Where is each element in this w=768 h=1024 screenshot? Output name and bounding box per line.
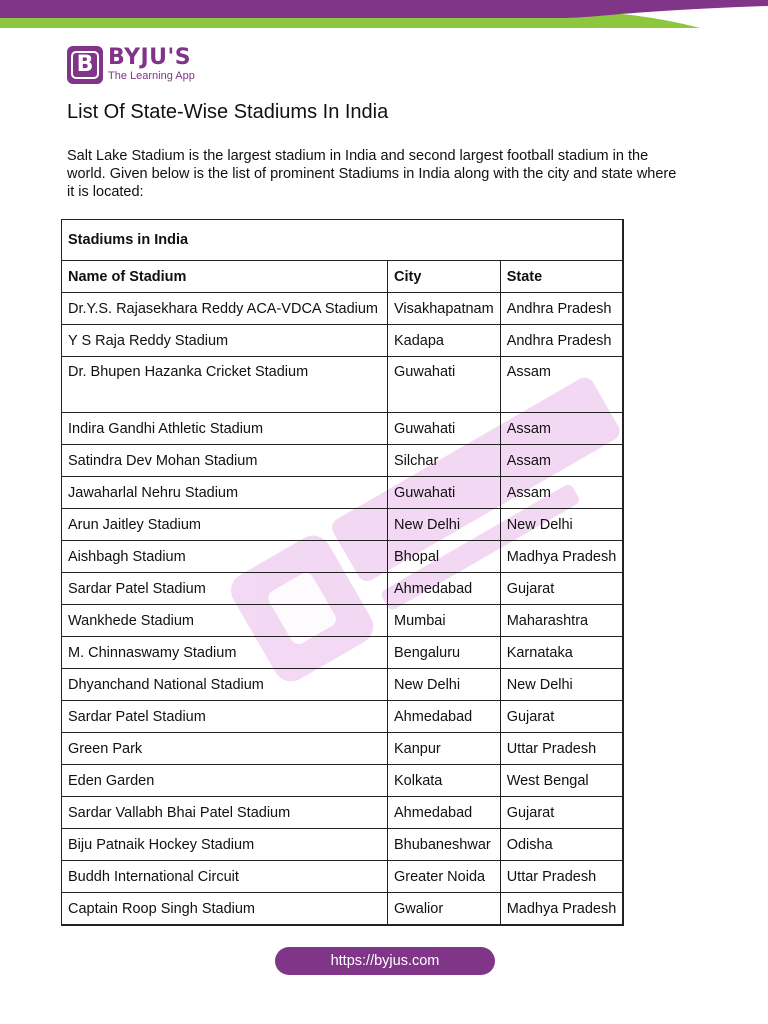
table-row xyxy=(62,541,624,573)
city-cell: Gwalior xyxy=(388,893,501,926)
city-cell: Kadapa xyxy=(388,325,501,357)
city-cell: Bhopal xyxy=(388,541,501,573)
stadium-name-cell: Wankhede Stadium xyxy=(62,605,388,637)
stadium-name-cell: Sardar Patel Stadium xyxy=(62,701,388,733)
logo-tagline: The Learning App xyxy=(108,70,195,82)
stadium-name-cell: M. Chinnaswamy Stadium xyxy=(62,637,388,669)
table-row xyxy=(62,669,624,701)
city-cell: Kolkata xyxy=(388,765,501,797)
table-row xyxy=(62,293,624,325)
header-state: State xyxy=(500,261,623,293)
stadium-name-cell: Green Park xyxy=(62,733,388,765)
state-cell: Uttar Pradesh xyxy=(500,861,623,893)
header-city: City xyxy=(388,261,501,293)
stadium-name-cell: Dr. Bhupen Hazanka Cricket Stadium xyxy=(62,357,388,413)
city-cell: Bhubaneshwar xyxy=(388,829,501,861)
stadium-name-cell: Arun Jaitley Stadium xyxy=(62,509,388,541)
table-row xyxy=(62,477,624,509)
intro-paragraph: Salt Lake Stadium is the largest stadium in India and second largest football stadium in the world. Given below is the list of prominent Stadiums in India along with the city and state where it is located: xyxy=(67,148,677,200)
city-cell: Guwahati xyxy=(388,413,501,445)
stadium-name-cell: Dr.Y.S. Rajasekhara Reddy ACA-VDCA Stadium xyxy=(62,293,388,325)
stadium-name-cell: Y S Raja Reddy Stadium xyxy=(62,325,388,357)
table-row xyxy=(62,573,624,605)
stadium-name-cell: Aishbagh Stadium xyxy=(62,541,388,573)
table-caption: Stadiums in India xyxy=(62,220,624,261)
stadium-name-cell: Biju Patnaik Hockey Stadium xyxy=(62,829,388,861)
city-cell: New Delhi xyxy=(388,669,501,701)
state-cell: New Delhi xyxy=(500,509,623,541)
logo-mark-letter: B xyxy=(71,51,100,79)
stadium-name-cell: Dhyanchand National Stadium xyxy=(62,669,388,701)
header-name-of-stadium: Name of Stadium xyxy=(62,261,388,293)
table-row xyxy=(62,325,624,357)
stadium-name-cell: Sardar Patel Stadium xyxy=(62,573,388,605)
state-cell: Assam xyxy=(500,477,623,509)
city-cell: Mumbai xyxy=(388,605,501,637)
state-cell: Andhra Pradesh xyxy=(500,325,623,357)
state-cell: Assam xyxy=(500,357,623,413)
state-cell: Odisha xyxy=(500,829,623,861)
state-cell: Gujarat xyxy=(500,797,623,829)
logo-brand-name: BYJU'S xyxy=(108,45,192,70)
byjus-logo-icon xyxy=(67,46,103,84)
table-row xyxy=(62,637,624,669)
table-header-row xyxy=(62,261,624,293)
top-decorative-band xyxy=(0,0,768,28)
table-caption-row xyxy=(62,220,624,261)
table-row xyxy=(62,893,624,926)
table-row xyxy=(62,861,624,893)
state-cell: New Delhi xyxy=(500,669,623,701)
state-cell: Madhya Pradesh xyxy=(500,893,623,926)
city-cell: New Delhi xyxy=(388,509,501,541)
table-row xyxy=(62,797,624,829)
city-cell: Kanpur xyxy=(388,733,501,765)
city-cell: Ahmedabad xyxy=(388,797,501,829)
state-cell: Gujarat xyxy=(500,701,623,733)
table-row xyxy=(62,445,624,477)
footer-url-link[interactable]: https://byjus.com xyxy=(275,947,495,975)
stadium-name-cell: Eden Garden xyxy=(62,765,388,797)
state-cell: Assam xyxy=(500,413,623,445)
logo-text xyxy=(108,47,195,83)
city-cell: Greater Noida xyxy=(388,861,501,893)
table-row xyxy=(62,357,624,413)
city-cell: Ahmedabad xyxy=(388,573,501,605)
state-cell: Gujarat xyxy=(500,573,623,605)
table-row xyxy=(62,701,624,733)
table-row xyxy=(62,765,624,797)
city-cell: Bengaluru xyxy=(388,637,501,669)
state-cell: Karnataka xyxy=(500,637,623,669)
table-row xyxy=(62,829,624,861)
stadium-name-cell: Satindra Dev Mohan Stadium xyxy=(62,445,388,477)
stadium-name-cell: Captain Roop Singh Stadium xyxy=(62,893,388,926)
state-cell: West Bengal xyxy=(500,765,623,797)
state-cell: Uttar Pradesh xyxy=(500,733,623,765)
stadium-name-cell: Indira Gandhi Athletic Stadium xyxy=(62,413,388,445)
city-cell: Ahmedabad xyxy=(388,701,501,733)
city-cell: Guwahati xyxy=(388,357,501,413)
table-row xyxy=(62,509,624,541)
page-title: List Of State-Wise Stadiums In India xyxy=(67,101,389,123)
stadium-name-cell: Buddh International Circuit xyxy=(62,861,388,893)
state-cell: Madhya Pradesh xyxy=(500,541,623,573)
stadium-name-cell: Jawaharlal Nehru Stadium xyxy=(62,477,388,509)
city-cell: Guwahati xyxy=(388,477,501,509)
state-cell: Andhra Pradesh xyxy=(500,293,623,325)
byjus-logo[interactable] xyxy=(67,45,195,85)
city-cell: Silchar xyxy=(388,445,501,477)
table-row xyxy=(62,733,624,765)
state-cell: Maharashtra xyxy=(500,605,623,637)
stadiums-table xyxy=(61,219,624,926)
table-row xyxy=(62,605,624,637)
state-cell: Assam xyxy=(500,445,623,477)
stadium-name-cell: Sardar Vallabh Bhai Patel Stadium xyxy=(62,797,388,829)
city-cell: Visakhapatnam xyxy=(388,293,501,325)
table-row xyxy=(62,413,624,445)
